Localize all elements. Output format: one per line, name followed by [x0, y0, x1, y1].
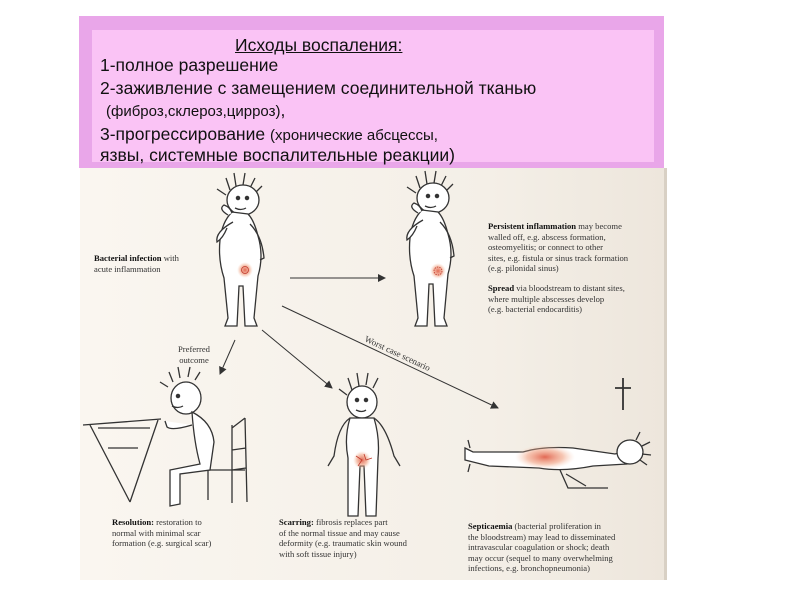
caption-scarring-line4: with soft tissue injury) — [279, 548, 357, 559]
arrow-to-resolution — [220, 340, 235, 374]
caption-septicaemia-rest: (bacterial proliferation in — [512, 521, 601, 531]
outcome-line-3-main: 3-прогрессирование — [100, 124, 266, 144]
caption-spread-bold: Spread — [488, 283, 515, 293]
caption-persistent-line1 — [488, 221, 628, 232]
cross-icon — [615, 378, 631, 410]
caption-scarring-rest: fibrosis replaces part — [313, 517, 388, 527]
caption-septicaemia-line3: intravascular coagulation or shock; death — [468, 542, 610, 553]
caption-spread — [488, 283, 625, 315]
outcome-line-1: 1-полное разрешение — [100, 55, 279, 75]
caption-spread-line3: (e.g. bacterial endocarditis) — [488, 304, 583, 315]
septic-glow — [515, 445, 575, 469]
arrow-to-septicaemia — [282, 306, 498, 408]
caption-bacterial-bold: Bacterial infection — [94, 253, 162, 263]
caption-persistent-line5: (e.g. pilonidal sinus) — [488, 263, 559, 274]
caption-septicaemia-line1 — [468, 521, 615, 532]
acute-inflammation-lesion — [237, 262, 253, 278]
figure-scarred-man — [328, 373, 400, 516]
caption-bacterial-rest: with — [161, 253, 179, 263]
outcome-line-2-examples: (фиброз,склероз,цирроз) — [106, 103, 281, 120]
figure-resolution-man — [83, 367, 247, 506]
caption-resolution — [112, 517, 211, 549]
caption-spread-line2: where multiple abscesses develop — [488, 293, 605, 304]
caption-septicaemia-line2: the bloodstream) may lead to disseminated — [468, 531, 616, 542]
header-title-text: Исходы воспаления — [235, 35, 398, 55]
caption-septicaemia-line5: infections, e.g. bronchopneumonia) — [468, 563, 590, 574]
caption-septicaemia-line4: may occur (sequel to many overwhelming — [468, 552, 613, 563]
caption-scarring-line3: deformity (e.g. traumatic skin wound — [279, 538, 407, 549]
caption-spread-line1 — [488, 283, 625, 294]
caption-resolution-line3: formation (e.g. surgical scar) — [112, 538, 212, 549]
caption-septicaemia-bold: Septicaemia — [468, 521, 513, 531]
figure-infected-man — [217, 173, 264, 326]
caption-persistent-line3: osteomyelitis; or connect to other — [488, 242, 604, 253]
table-legs — [83, 419, 161, 502]
outcome-line-3-examples: (хронические абсцессы, — [269, 127, 438, 144]
caption-bacterial — [94, 253, 179, 274]
arrow-to-scarring — [262, 330, 332, 388]
caption-resolution-line2: normal with minimal scar — [112, 527, 201, 538]
caption-scarring-line2: of the normal tissue and may cause — [279, 527, 400, 538]
caption-septicaemia — [468, 521, 615, 574]
caption-scarring — [279, 517, 407, 559]
caption-scarring-line1 — [279, 517, 407, 528]
caption-persistent-line2: walled off, e.g. abscess formation, — [488, 231, 606, 242]
caption-preferred-line1: Preferred — [178, 344, 210, 354]
caption-bacterial-line1 — [94, 253, 179, 264]
caption-bacterial-line2: acute inflammation — [94, 263, 161, 274]
caption-spread-rest: via bloodstream to distant sites, — [514, 283, 625, 293]
caption-persistent-bold: Persistent inflammation — [488, 221, 577, 231]
outcome-line-2: 2-заживление с замещением соединительной тканью — [100, 78, 537, 98]
outcome-line-2-comma: , — [280, 100, 286, 120]
abscess-lesion — [430, 263, 446, 279]
worst-case-label: Worst case scenario — [363, 333, 432, 373]
caption-resolution-rest: restoration to — [154, 517, 202, 527]
caption-persistent-line4: sites, e.g. fistula or sinus track formation — [488, 252, 629, 263]
header-title-colon: : — [397, 35, 403, 55]
caption-persistent-rest: may become — [576, 221, 622, 231]
figure-persistent-man — [407, 171, 454, 326]
caption-preferred — [178, 344, 210, 365]
caption-persistent — [488, 221, 628, 274]
caption-resolution-line1 — [112, 517, 211, 528]
caption-preferred-line2: outcome — [179, 354, 209, 365]
outcome-line-3-continued: язвы, системные воспалительные реакции) — [100, 145, 455, 165]
caption-scarring-bold: Scarring: — [279, 517, 314, 527]
caption-resolution-bold: Resolution: — [112, 517, 155, 527]
